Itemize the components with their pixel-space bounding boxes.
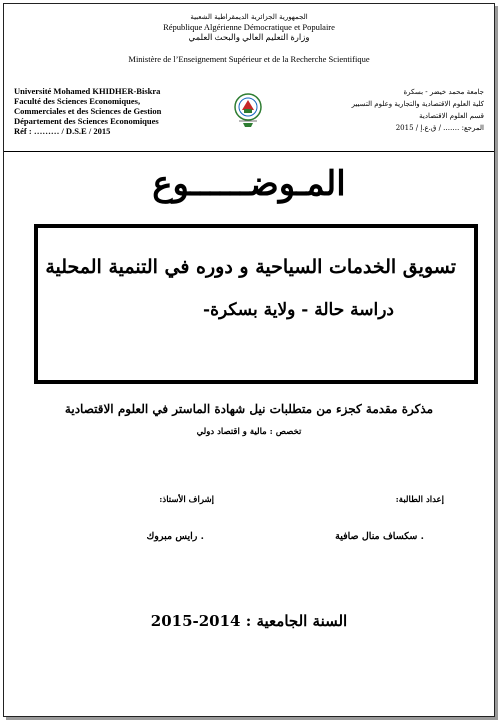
prepared-by-label: إعداد الطالبة:	[395, 495, 444, 505]
university-block-arabic	[352, 86, 484, 134]
specialty-line: تخصص : مالية و اقتصاد دولي	[196, 427, 302, 437]
thesis-subtitle: دراسة حالة - ولاية بسكرة-	[203, 300, 394, 320]
republic-french: République Algérienne Démocratique et Populaire	[163, 22, 335, 32]
department-name: Département des Sciences Economiques	[14, 116, 159, 126]
student-name: . سكساف منال صافية	[335, 531, 424, 542]
thesis-title: تسويق الخدمات السياحية و دوره في التنمية المحلية	[45, 256, 456, 278]
university-name: Université Mohamed KHIDHER-Biskra	[14, 86, 161, 96]
supervisor-label: إشراف الأستاذ:	[159, 495, 214, 505]
faculty-name-ar: كلية العلوم الاقتصادية والتجارية وعلوم التسيير	[351, 100, 484, 108]
university-name-ar: جامعة محمد خيضر - بسكرة	[403, 88, 484, 96]
memo-description: مذكرة مقدمة كجزء من متطلبات نيل شهادة الماستر في العلوم الاقتصادية	[64, 402, 434, 416]
ministry-french: Ministère de l’Enseignement Supérieur et de la Recherche Scientifique	[128, 54, 370, 64]
document-page	[3, 3, 495, 717]
reference-line: Réf : ……… / D.S.E / 2015	[14, 126, 111, 136]
ministry-arabic: وزارة التعليم العالي والبحث العلمي	[188, 32, 310, 42]
thesis-title-box	[34, 224, 478, 384]
supervisor-name: . رايس مبروك	[146, 531, 204, 542]
subject-heading: المـوضــــــوع	[152, 164, 346, 204]
header-divider	[4, 151, 494, 152]
reference-line-ar: المرجع: ……. / ق.ع.إ / 2015	[395, 124, 484, 132]
faculty-name-cont: Commerciales et des Sciences de Gestion	[14, 106, 162, 116]
university-block-french	[14, 86, 161, 136]
university-emblem-icon	[233, 92, 263, 130]
academic-year: السنة الجامعية : 2014-2015	[150, 612, 348, 630]
faculty-name: Faculté des Sciences Economiques,	[14, 96, 141, 106]
republic-arabic: الجمهورية الجزائرية الديمقراطية الشعبية	[190, 13, 308, 21]
department-name-ar: قسم العلوم الاقتصادية	[419, 112, 484, 120]
